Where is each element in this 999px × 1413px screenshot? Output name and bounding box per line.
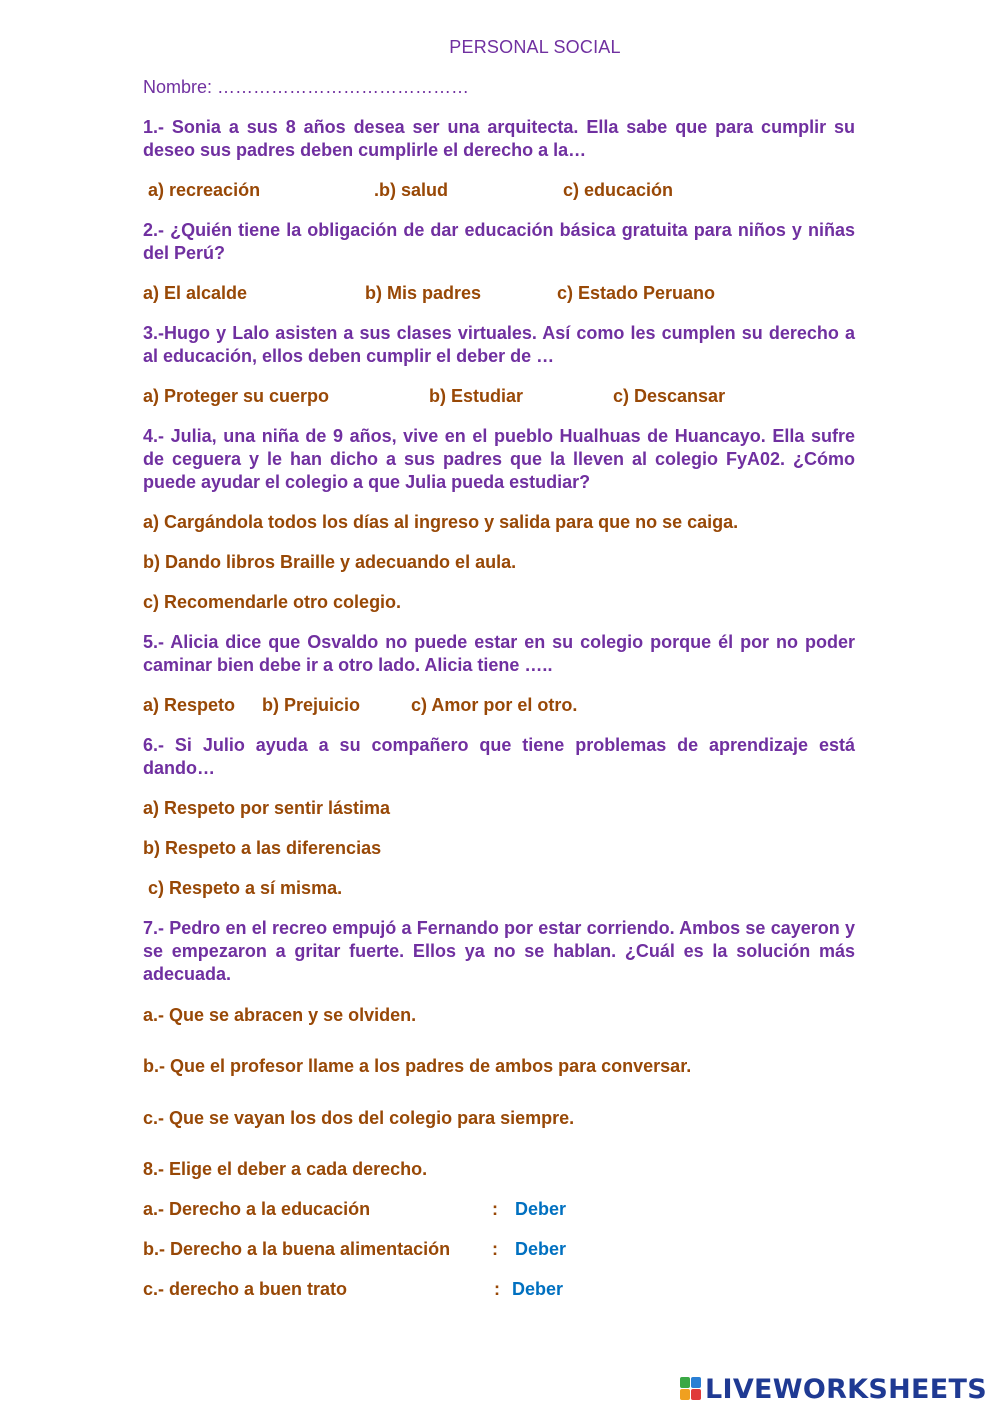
q3-option-c[interactable]: c) Descansar [613, 386, 726, 406]
q4-option-c[interactable]: c) Recomendarle otro colegio. [143, 592, 402, 612]
question-6: 6.- Si Julio ayuda a su compañero que tiene problemas de aprendizaje está dando… [143, 735, 855, 778]
brand-name: LIVEWORKSHEETS [704, 1373, 987, 1405]
page-title: PERSONAL SOCIAL [449, 37, 621, 57]
question-7: 7.- Pedro en el recreo empujó a Fernando por estar corriendo. Ambos se cayeron y se empezaron a gritar fuerte. Ellos ya no se hablan. ¿Cuál es la solución más adecuada. [143, 918, 855, 984]
q8-row-b-colon: : [492, 1239, 498, 1259]
q5-option-a[interactable]: a) Respeto [143, 695, 236, 715]
q8-row-c-label: c.- derecho a buen trato [143, 1279, 348, 1299]
liveworksheets-branding [680, 1374, 987, 1404]
q8-row-c-answer-field[interactable]: Deber [512, 1279, 564, 1299]
question-4: 4.- Julia, una niña de 9 años, vive en el pueblo Hualhuas de Huancayo. Ella sufre de ceguera y le han dicho a sus padres que la lleven al colegio FyA02. ¿Cómo puede ayudar el colegio a que Julia pueda estudiar? [143, 426, 855, 492]
q2-option-b[interactable]: b) Mis padres [365, 283, 482, 303]
q7-option-c[interactable]: c.- Que se vayan los dos del colegio para siempre. [143, 1108, 575, 1128]
question-1: 1.- Sonia a sus 8 años desea ser una arquitecta. Ella sabe que para cumplir su deseo sus padres deben cumplirle el derecho a la… [143, 117, 855, 160]
question-8: 8.- Elige el deber a cada derecho. [143, 1159, 428, 1179]
q6-option-b[interactable]: b) Respeto a las diferencias [143, 838, 382, 858]
q7-option-b[interactable]: b.- Que el profesor llame a los padres de ambos para conversar. [143, 1056, 692, 1076]
name-field: Nombre: …………………………………… [143, 77, 470, 97]
q2-option-a[interactable]: a) El alcalde [143, 283, 248, 303]
question-2: 2.- ¿Quién tiene la obligación de dar educación básica gratuita para niños y niñas del Perú? [143, 220, 855, 263]
q1-option-b[interactable]: .b) salud [374, 180, 449, 200]
question-3: 3.-Hugo y Lalo asisten a sus clases virtuales. Así como les cumplen su derecho a al educación, ellos deben cumplir el deber de … [143, 323, 855, 366]
q4-option-b[interactable]: b) Dando libros Braille y adecuando el aula. [143, 552, 517, 572]
q1-option-c[interactable]: c) educación [563, 180, 674, 200]
liveworksheets-logo-icon [680, 1377, 702, 1401]
q5-option-c[interactable]: c) Amor por el otro. [411, 695, 578, 715]
q1-option-a[interactable]: a) recreación [148, 180, 261, 200]
q8-row-b-label: b.- Derecho a la buena alimentación [143, 1239, 451, 1259]
q2-option-c[interactable]: c) Estado Peruano [557, 283, 716, 303]
q8-row-a-label: a.- Derecho a la educación [143, 1199, 371, 1219]
q5-option-b[interactable]: b) Prejuicio [262, 695, 361, 715]
q8-row-a-colon: : [492, 1199, 498, 1219]
q4-option-a[interactable]: a) Cargándola todos los días al ingreso y salida para que no se caiga. [143, 512, 739, 532]
q8-row-c-colon: : [494, 1279, 500, 1299]
question-5: 5.- Alicia dice que Osvaldo no puede estar en su colegio porque él por no poder caminar bien debe ir a otro lado. Alicia tiene ….. [143, 632, 855, 675]
q7-option-a[interactable]: a.- Que se abracen y se olviden. [143, 1005, 417, 1025]
q3-option-a[interactable]: a) Proteger su cuerpo [143, 386, 330, 406]
q3-option-b[interactable]: b) Estudiar [429, 386, 524, 406]
q8-row-b-answer-field[interactable]: Deber [515, 1239, 567, 1259]
q6-option-c[interactable]: c) Respeto a sí misma. [148, 878, 343, 898]
q6-option-a[interactable]: a) Respeto por sentir lástima [143, 798, 391, 818]
q8-row-a-answer-field[interactable]: Deber [515, 1199, 567, 1219]
